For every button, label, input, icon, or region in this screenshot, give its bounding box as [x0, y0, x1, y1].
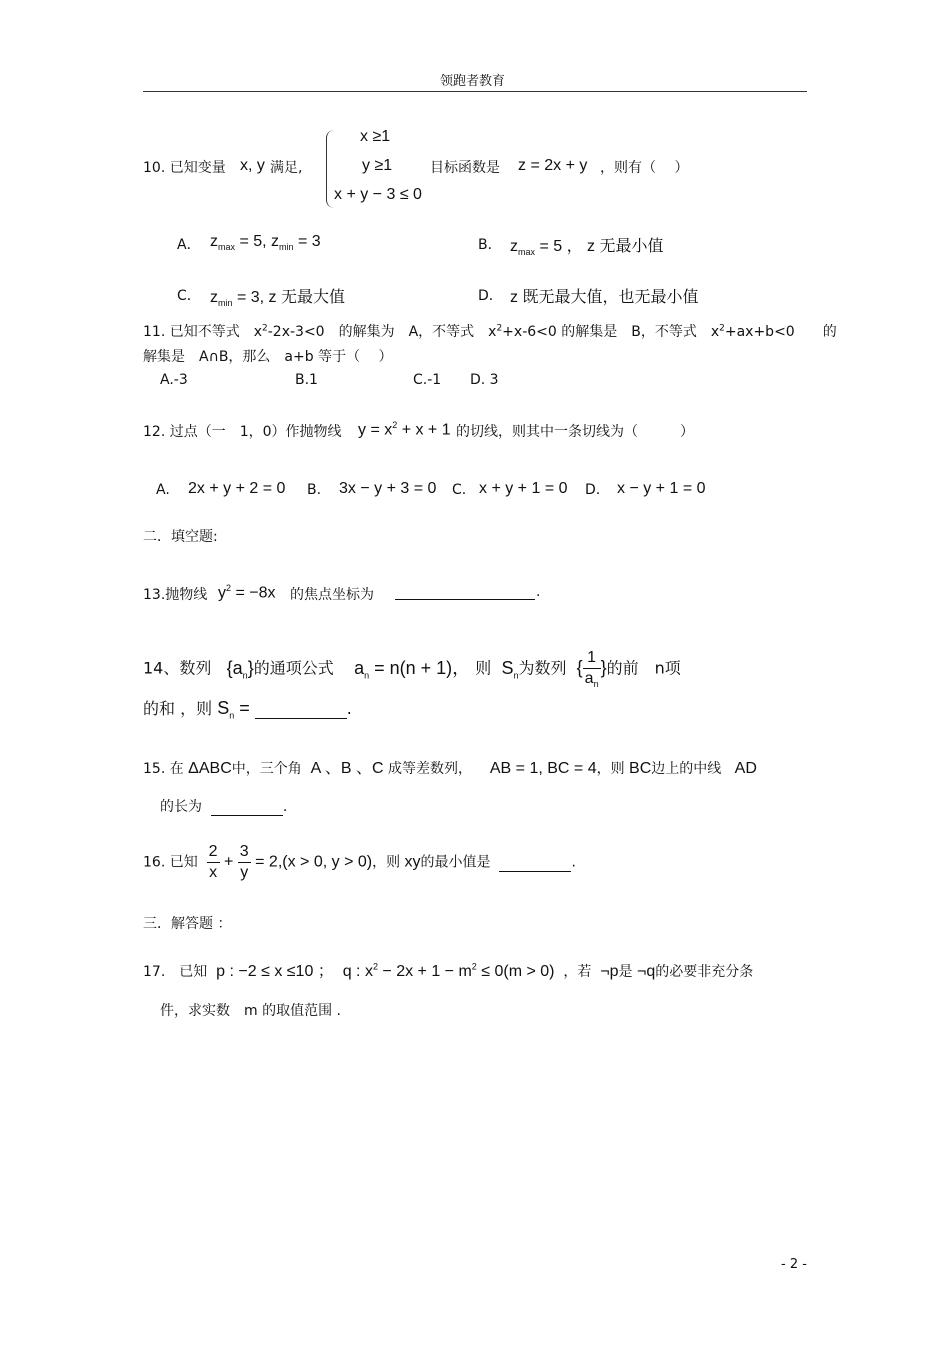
q10-option-a-label: A． — [177, 237, 201, 253]
q16-fraction-2-x: $\frac{2}{x}$ — [208, 843, 218, 881]
q11-option-d: D. 3 — [470, 372, 499, 388]
q11-option-c: C.-1 — [413, 372, 442, 388]
q12-option-a: 2x + y + 2 = 0 — [188, 480, 286, 497]
q15-line-1: 15. 在 ΔABC中，三个角 A 、B 、C 成等差数列， AB = 1, BC = 4，则 BC边上的中线 AD — [143, 760, 757, 777]
q12-text: 12. 过点（一 1，0）作抛物线 — [143, 424, 342, 440]
q10-number: 10. 已知变量 — [143, 160, 226, 176]
q14-fraction: $\frac{1}{a_n}$ — [584, 649, 599, 690]
q14-answer-blank[interactable] — [255, 699, 347, 719]
q10-cond: 满足, — [270, 160, 303, 176]
q10-tail: ，则有（ ） — [600, 160, 689, 176]
header-rule — [143, 91, 807, 92]
q10-option-d-label: D． — [478, 288, 503, 304]
section-fill-title: 二．填空题: — [143, 529, 218, 545]
q10-option-a: $z_{max} = 5$, $z_{min} = 3$ — [210, 233, 321, 253]
q10-sys-2: y ≥1 — [362, 157, 393, 174]
q13-tail: 的焦点坐标为 — [290, 587, 374, 603]
q12-parabola: $y = x^2 + x + 1$ — [358, 420, 451, 439]
page-header-title: 领跑者教育 — [440, 74, 506, 89]
q11-line-1: 11. 已知不等式 $x^2-2x-3<0$ 的解集为 A，不等式 $x^2+x-6<0$ 的解集是 B，不等式 $x^2+ax+b<0$ 的 — [143, 323, 837, 340]
q12-option-c: x + y + 1 = 0 — [479, 480, 568, 497]
q11-option-b: B.1 — [295, 372, 318, 388]
q12-option-d: x − y + 1 = 0 — [617, 480, 706, 497]
section-solve-title: 三．解答题 ： — [143, 916, 232, 932]
q14-line-1: 14、数列 $\{a_n\}$的通项公式 $a_n = n(n + 1)$， 则 $S_n$为数列 { $\frac{1}{a_n}$ }的前 n项 — [143, 649, 681, 690]
q12-tail: 的切线，则其中一条切线为（ ） — [456, 424, 694, 440]
q14-line-2: 的和 ，则 $S_n$ = . — [143, 698, 352, 721]
q10-option-d: z 既无最大值，也无最小值 — [510, 289, 699, 306]
q12-option-d-label: D. — [585, 482, 601, 498]
q10-option-c: $z_{min} = 3$, z 无最大值 — [210, 289, 345, 309]
q10-option-b: $z_{max} = 5$ ， z 无最小值 — [510, 238, 664, 258]
q11-line-2: 解集是 A∩B，那么 a+b 等于（ ） — [143, 349, 393, 365]
q10-option-b-label: B． — [478, 237, 502, 253]
q12-option-b-label: B. — [307, 482, 322, 498]
q16-fraction-3-y: $\frac{3}{y}$ — [239, 843, 249, 881]
q11-option-a: A.-3 — [160, 372, 188, 388]
q13-parabola: $y^2 = -8x$ — [218, 583, 276, 602]
q16-answer-blank[interactable] — [499, 855, 571, 872]
q10-vars: x, y — [240, 157, 265, 174]
page-number: - 2 - — [781, 1257, 807, 1272]
q10-sys-3: x + y − 3 ≤ 0 — [334, 186, 422, 203]
q13-text: 13.抛物线 — [143, 587, 208, 603]
q12-option-b: 3x − y + 3 = 0 — [339, 480, 437, 497]
q10-objective: z = 2x + y — [518, 157, 588, 174]
q17-line-2: 件，求实数 m 的取值范围 . — [160, 1003, 341, 1019]
q15-line-2: 的长为 . — [160, 799, 288, 815]
q15-answer-blank[interactable] — [211, 799, 283, 816]
q16-text: 16. 已知 $\frac{2}{x}$ + $\frac{3}{y}$ = 2,(x > 0, y > 0)，则 xy的最小值是 . — [143, 843, 576, 881]
q12-option-c-label: C. — [452, 482, 467, 498]
q10-goal: 目标函数是 — [430, 160, 500, 176]
q12-option-a-label: A. — [156, 482, 170, 498]
q13-answer-blank[interactable] — [395, 598, 535, 600]
q10-option-c-label: C． — [177, 288, 201, 304]
q10-sys-1: x ≥1 — [360, 128, 391, 145]
q13-end: . — [536, 584, 541, 600]
q17-line-1: 17. 已知 p : −2 ≤ x ≤10 ； q : $x^2 - 2x + 1 - m^2 \le 0(m > 0)$ ，若 ¬p是 ¬q的必要非充分条 — [143, 961, 754, 980]
